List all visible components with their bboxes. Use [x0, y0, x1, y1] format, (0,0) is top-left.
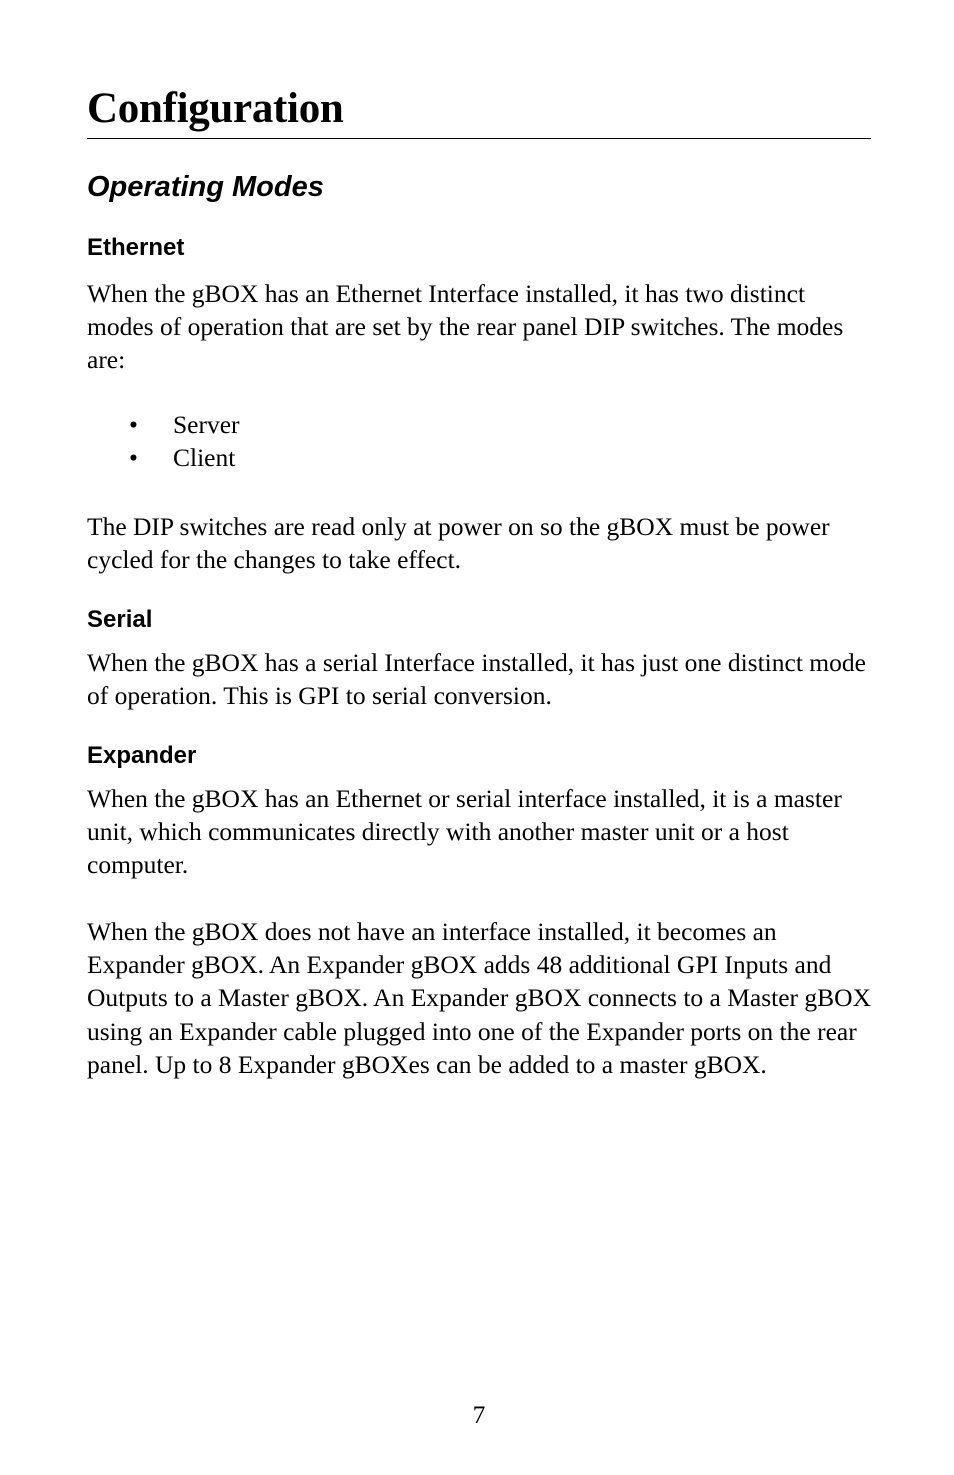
serial-heading: Serial	[87, 606, 153, 633]
bullet-icon: •	[129, 443, 138, 473]
mode-server: Server	[173, 410, 240, 439]
expander-heading: Expander	[87, 742, 197, 769]
mode-client: Client	[173, 443, 236, 473]
ethernet-note-paragraph: The DIP switches are read only at power on so the gBOX must be power cycled for the changes to take effect.	[87, 512, 830, 575]
ethernet-intro-paragraph: When the gBOX has an Ethernet Interface installed, it has two distinct modes of operation that are set by the rear panel DIP switches. The modes are:	[87, 279, 844, 375]
expander-paragraph-2: When the gBOX does not have an interface installed, it becomes an Expander gBOX. An Expander gBOX adds 48 additional GPI Inputs and Outputs to a Master gBOX. An Expander gBOX connects to a Master gBOX using an Expander cable plugged into one of the Expander ports on the rear panel. Up to 8 Expander gBOXes can be added to a master gBOX.	[87, 917, 872, 1079]
section-title: Operating Modes	[87, 171, 324, 203]
expander-paragraph-1: When the gBOX has an Ethernet or serial interface installed, it is a master unit, which communicates directly with another master unit or a host computer.	[87, 784, 842, 880]
chapter-title: Configuration	[87, 85, 344, 132]
page-number: 7	[472, 1400, 486, 1429]
title-divider	[87, 138, 871, 139]
serial-paragraph: When the gBOX has a serial Interface installed, it has just one distinct mode of operation. This is GPI to serial conversion.	[87, 648, 866, 711]
bullet-icon: •	[129, 410, 138, 439]
ethernet-heading: Ethernet	[87, 234, 185, 261]
